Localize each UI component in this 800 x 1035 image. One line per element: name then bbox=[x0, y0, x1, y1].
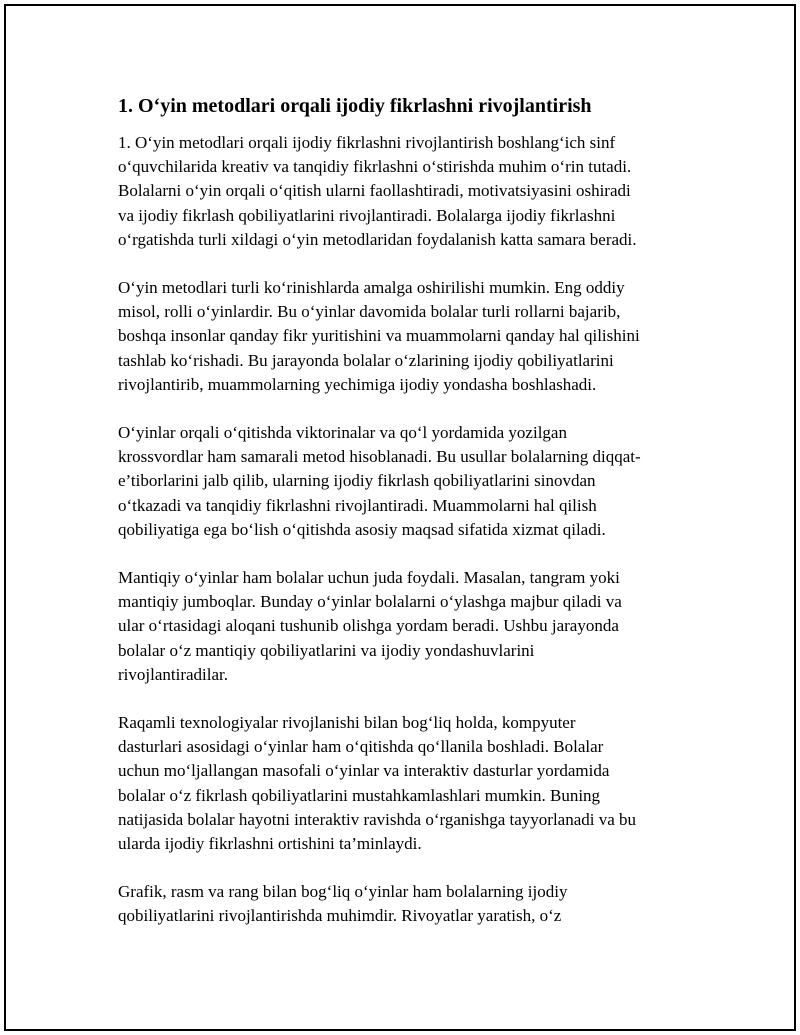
text-line: bolalar o‘z fikrlash qobiliyatlarini mustahkamlashlari mumkin. Buning bbox=[118, 785, 601, 805]
text-line: Raqamli texnologiyalar rivojlanishi bilan bog‘liq holda, kompyuter bbox=[118, 713, 576, 733]
text-line: va ijodiy fikrlash qobiliyatlarini rivojlantiradi. Bolalarga ijodiy fikrlashni bbox=[118, 205, 616, 225]
paragraph-6 bbox=[118, 880, 688, 928]
paragraph-1 bbox=[118, 131, 688, 252]
text-line: misol, rolli o‘yinlardir. Bu o‘yinlar davomida bolalar turli rollarni bajarib, bbox=[118, 302, 621, 322]
document-title: 1. O‘yin metodlari orqali ijodiy fikrlashni rivojlantirish bbox=[118, 95, 592, 117]
text-line: qobiliyatlarini rivojlantirishda muhimdir. Rivoyatlar yaratish, o‘z bbox=[118, 906, 562, 926]
text-line: 1. O‘yin metodlari orqali ijodiy fikrlashni rivojlantirish boshlang‘ich sinf bbox=[118, 133, 616, 152]
text-line: rivojlantiradilar. bbox=[118, 664, 228, 684]
document-body bbox=[118, 92, 688, 953]
text-line: ularda ijodiy fikrlashni ortishini ta’minlaydi. bbox=[118, 834, 422, 854]
paragraph-2 bbox=[118, 276, 688, 397]
text-line: uchun mo‘ljallangan masofali o‘yinlar va interaktiv dasturlar yordamida bbox=[118, 761, 610, 781]
paragraph-4 bbox=[118, 566, 688, 687]
text-line: rivojlantirib, muammolarning yechimiga ijodiy yondasha boshlashadi. bbox=[118, 374, 597, 394]
text-line: Grafik, rasm va rang bilan bog‘liq o‘yinlar ham bolalarning ijodiy bbox=[118, 882, 568, 902]
text-line: e’tiborlarini jalb qilib, ularning ijodiy fikrlash qobiliyatlarini sinovdan bbox=[118, 471, 596, 491]
text-line: o‘quvchilarida kreativ va tanqidiy fikrlashni o‘stirishda muhim o‘rin tutadi. bbox=[118, 157, 632, 177]
text-line: Mantiqiy o‘yinlar ham bolalar uchun juda foydali. Masalan, tangram yoki bbox=[118, 568, 620, 588]
text-line: O‘yin metodlari turli ko‘rinishlarda amalga oshirilishi mumkin. Eng oddiy bbox=[118, 278, 625, 298]
text-line: qobiliyatiga ega bo‘lish o‘qitishda asosiy maqsad sifatida xizmat qiladi. bbox=[118, 519, 606, 539]
text-line: Bolalarni o‘yin orqali o‘qitish ularni faollashtiradi, motivatsiyasini oshiradi bbox=[118, 181, 631, 201]
text-line: krossvordlar ham samarali metod hisoblanadi. Bu usullar bolalarning diqqat- bbox=[118, 447, 641, 467]
paragraph-3 bbox=[118, 421, 688, 542]
text-line: dasturlari asosidagi o‘yinlar ham o‘qitishda qo‘llanila boshladi. Bolalar bbox=[118, 737, 604, 757]
text-line: o‘tkazadi va tanqidiy fikrlashni rivojlantiradi. Muammolarni hal qilish bbox=[118, 495, 597, 515]
text-line: boshqa insonlar qanday fikr yuritishini va muammolarni qanday hal qilishini bbox=[118, 326, 640, 346]
text-line: natijasida bolalar hayotni interaktiv ravishda o‘rganishga tayyorlanadi va bu bbox=[118, 809, 637, 829]
text-line: tashlab ko‘rishadi. Bu jarayonda bolalar o‘zlarining ijodiy qobiliyatlarini bbox=[118, 350, 614, 370]
paragraph-5 bbox=[118, 711, 688, 856]
text-line: ular o‘rtasidagi aloqani tushunib olishga yordam beradi. Ushbu jarayonda bbox=[118, 616, 619, 636]
text-line: O‘yinlar orqali o‘qitishda viktorinalar va qo‘l yordamida yozilgan bbox=[118, 423, 567, 443]
text-line: bolalar o‘z mantiqiy qobiliyatlarini va ijodiy yondashuvlarini bbox=[118, 640, 535, 660]
text-line: mantiqiy jumboqlar. Bunday o‘yinlar bolalarni o‘ylashga majbur qiladi va bbox=[118, 592, 622, 612]
text-line: o‘rgatishda turli xildagi o‘yin metodlaridan foydalanish katta samara beradi. bbox=[118, 229, 637, 249]
